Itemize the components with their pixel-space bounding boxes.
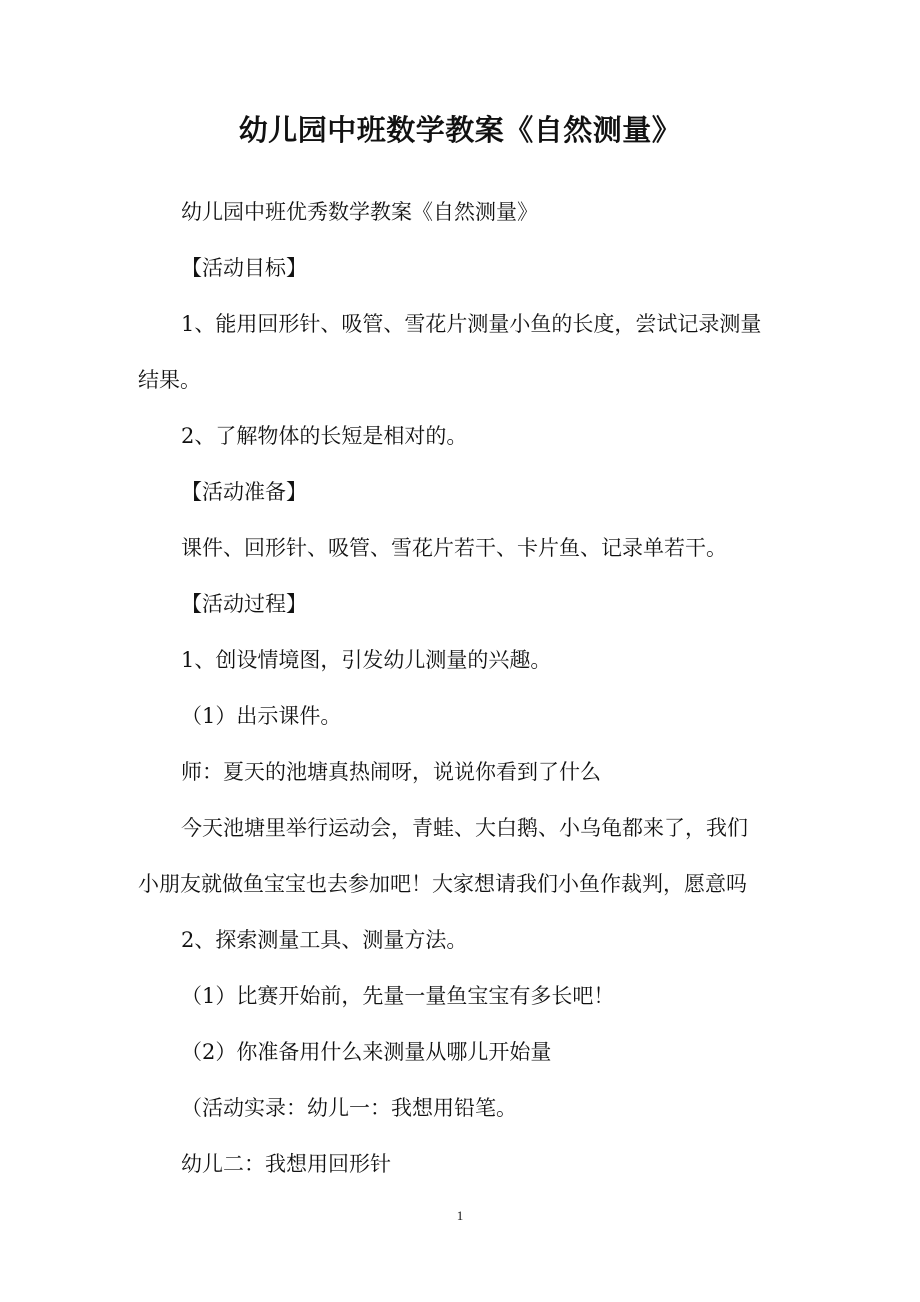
- section-heading-goals: 【活动目标】: [181, 256, 307, 280]
- paragraph-line: 结果。: [138, 368, 201, 392]
- page-title: 幼儿园中班数学教案《自然测量》: [238, 113, 682, 147]
- subtitle-line: 幼儿园中班优秀数学教案《自然测量》: [181, 200, 538, 224]
- paragraph-line: 今天池塘里举行运动会，青蛙、大白鹅、小乌龟都来了，我们: [181, 816, 748, 840]
- section-heading-process: 【活动过程】: [181, 592, 307, 616]
- paragraph-line: 1、能用回形针、吸管、雪花片测量小鱼的长度，尝试记录测量: [181, 312, 762, 336]
- section-heading-preparation: 【活动准备】: [181, 480, 307, 504]
- paragraph-line: 2、探索测量工具、测量方法。: [181, 928, 468, 952]
- paragraph-line: 幼儿二：我想用回形针: [181, 1152, 391, 1176]
- paragraph-line: 2、了解物体的长短是相对的。: [181, 424, 468, 448]
- paragraph-line: 小朋友就做鱼宝宝也去参加吧！大家想请我们小鱼作裁判，愿意吗: [138, 872, 747, 896]
- paragraph-line: （1）出示课件。: [181, 704, 342, 728]
- paragraph-line: （1）比赛开始前，先量一量鱼宝宝有多长吧！: [181, 984, 615, 1008]
- paragraph-line: 师：夏天的池塘真热闹呀，说说你看到了什么: [181, 760, 601, 784]
- paragraph-line: 1、创设情境图，引发幼儿测量的兴趣。: [181, 648, 552, 672]
- paragraph-line: 课件、回形针、吸管、雪花片若干、卡片鱼、记录单若干。: [181, 536, 727, 560]
- paragraph-line: （2）你准备用什么来测量从哪儿开始量: [181, 1040, 552, 1064]
- paragraph-line: （活动实录：幼儿一：我想用铅笔。: [181, 1096, 517, 1120]
- page-number: 1: [456, 1208, 464, 1223]
